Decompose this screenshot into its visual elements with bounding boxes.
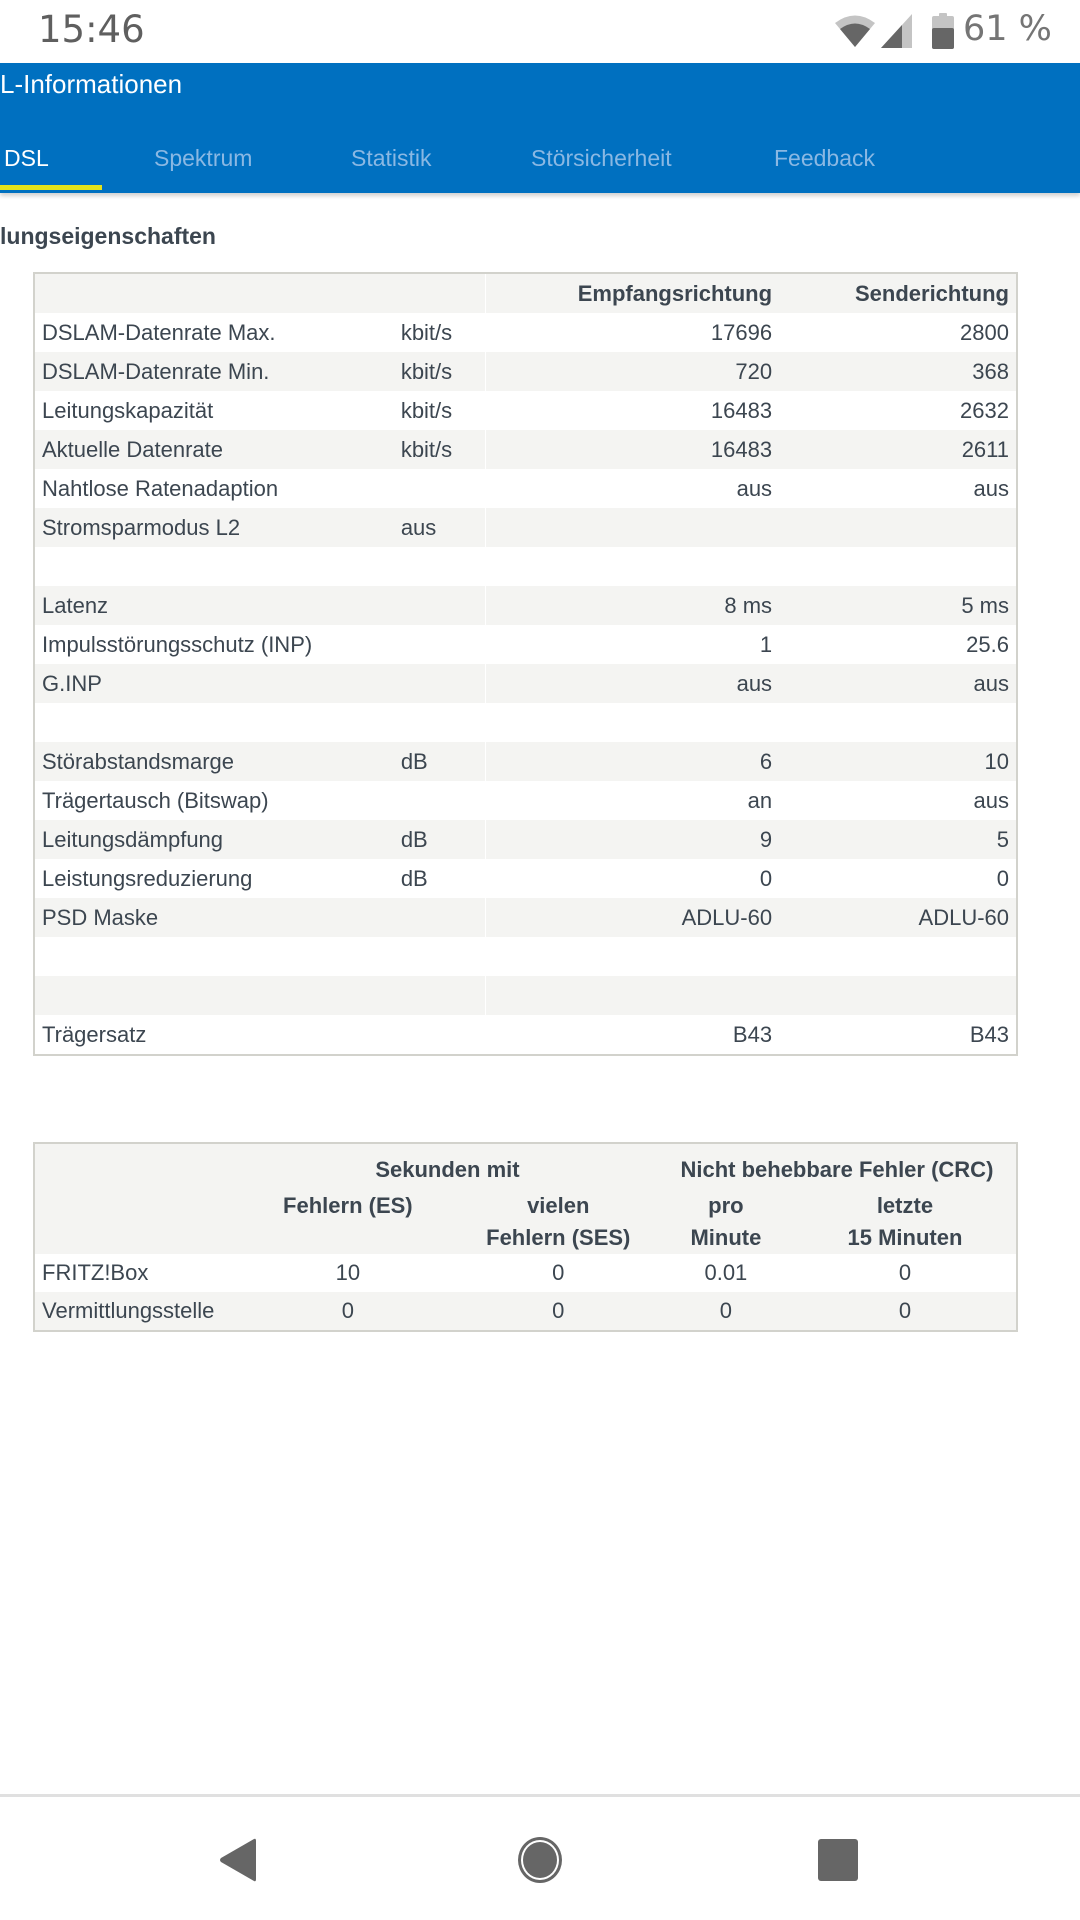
row-unit (394, 586, 486, 625)
row-receive-value (486, 547, 779, 586)
row-label: Latenz (34, 586, 394, 625)
row-send-value: 0 (779, 859, 1017, 898)
header-last15-line2: 15 Minuten (847, 1225, 963, 1250)
row-send-value: 5 ms (779, 586, 1017, 625)
row-label (34, 937, 394, 976)
header-per-minute-line2: Minute (690, 1225, 762, 1250)
tab-spektrum[interactable]: Spektrum (154, 145, 253, 171)
header-label (34, 273, 394, 313)
row-receive-value: 8 ms (486, 586, 779, 625)
table-row (34, 742, 1017, 781)
table-row (34, 664, 1017, 703)
table-header-row (34, 273, 1017, 313)
row-send-value: 5 (779, 820, 1017, 859)
header-severely-errored-seconds (459, 1190, 658, 1254)
row-label (34, 547, 394, 586)
row-send-value: 10 (779, 742, 1017, 781)
row-label: Leistungsreduzierung (34, 859, 394, 898)
recents-icon[interactable] (817, 1838, 859, 1882)
row-es-value: 10 (237, 1254, 459, 1292)
row-receive-value: 9 (486, 820, 779, 859)
line-properties-table (33, 272, 1018, 1056)
row-label: DSLAM-Datenrate Min. (34, 352, 394, 391)
table-row (34, 1254, 1017, 1292)
row-send-value: aus (779, 469, 1017, 508)
table-row (34, 859, 1017, 898)
row-label: Störabstandsmarge (34, 742, 394, 781)
wifi-icon (834, 14, 876, 48)
row-last15-value: 0 (794, 1292, 1017, 1331)
row-unit: kbit/s (394, 313, 486, 352)
row-send-value: aus (779, 781, 1017, 820)
home-icon[interactable] (516, 1835, 564, 1885)
row-receive-value: 16483 (486, 430, 779, 469)
row-receive-value (486, 508, 779, 547)
table-sub-header-row (34, 1190, 1017, 1254)
header-last15-line1: letzte (876, 1193, 934, 1218)
battery-percentage: 61 % (963, 9, 1052, 49)
back-icon[interactable] (218, 1837, 258, 1883)
status-bar (0, 0, 1080, 63)
row-receive-value (486, 703, 779, 742)
header-send-direction: Senderichtung (779, 273, 1017, 313)
row-receive-value: 0 (486, 859, 779, 898)
row-label: DSLAM-Datenrate Max. (34, 313, 394, 352)
header-per-minute-line1: pro (708, 1193, 744, 1218)
header-last-15-minutes (794, 1190, 1017, 1254)
row-send-value (779, 547, 1017, 586)
row-receive-value (486, 976, 779, 1015)
header-seconds-with: Sekunden mit (237, 1143, 658, 1190)
row-unit (394, 547, 486, 586)
row-ses-value: 0 (459, 1292, 658, 1331)
cell-signal-icon (881, 14, 913, 48)
page-title: L-Informationen (0, 69, 183, 99)
app-bar (0, 63, 1080, 193)
row-send-value (779, 937, 1017, 976)
header-ses-line2: Fehlern (SES) (486, 1225, 631, 1250)
row-unit: dB (394, 859, 486, 898)
table-row (34, 937, 1017, 976)
row-unit: dB (394, 820, 486, 859)
row-unit (394, 976, 486, 1015)
table-row (34, 391, 1017, 430)
table-row (34, 781, 1017, 820)
row-unit: kbit/s (394, 391, 486, 430)
row-send-value: ADLU-60 (779, 898, 1017, 937)
row-label: Nahtlose Ratenadaption (34, 469, 394, 508)
row-send-value: 368 (779, 352, 1017, 391)
table-row (34, 430, 1017, 469)
row-unit (394, 469, 486, 508)
active-tab-indicator (0, 185, 102, 190)
header-receive-direction: Empfangsrichtung (486, 273, 779, 313)
row-unit (394, 781, 486, 820)
table-row (34, 1015, 1017, 1055)
row-label: Leitungskapazität (34, 391, 394, 430)
row-last15-value: 0 (794, 1254, 1017, 1292)
row-ses-value: 0 (459, 1254, 658, 1292)
table-row (34, 703, 1017, 742)
row-unit (394, 703, 486, 742)
header-unit (394, 273, 486, 313)
row-send-value (779, 703, 1017, 742)
tab-dsl[interactable]: DSL (4, 145, 49, 171)
row-send-value (779, 976, 1017, 1015)
table-row (34, 820, 1017, 859)
row-receive-value: 1 (486, 625, 779, 664)
row-send-value: B43 (779, 1015, 1017, 1055)
error-statistics-table (33, 1142, 1018, 1332)
row-label: Trägersatz (34, 1015, 394, 1055)
table-row (34, 547, 1017, 586)
row-es-value: 0 (237, 1292, 459, 1331)
row-receive-value: 16483 (486, 391, 779, 430)
table-row (34, 352, 1017, 391)
table-group-header-row (34, 1143, 1017, 1190)
row-label: PSD Maske (34, 898, 394, 937)
row-label: FRITZ!Box (34, 1254, 237, 1292)
row-per-minute-value: 0 (658, 1292, 794, 1331)
battery-icon (932, 13, 954, 49)
row-unit (394, 937, 486, 976)
row-receive-value: 720 (486, 352, 779, 391)
header-empty (34, 1143, 237, 1190)
row-unit: kbit/s (394, 430, 486, 469)
header-empty (34, 1190, 237, 1254)
row-unit (394, 664, 486, 703)
row-receive-value: ADLU-60 (486, 898, 779, 937)
row-send-value (779, 508, 1017, 547)
table-row (34, 586, 1017, 625)
row-unit: aus (394, 508, 486, 547)
row-unit: dB (394, 742, 486, 781)
row-per-minute-value: 0.01 (658, 1254, 794, 1292)
row-unit (394, 625, 486, 664)
header-ses-line1: vielen (527, 1193, 590, 1218)
row-label: Vermittlungsstelle (34, 1292, 237, 1331)
table-row (34, 313, 1017, 352)
table-row (34, 469, 1017, 508)
row-label: Trägertausch (Bitswap) (34, 781, 394, 820)
row-label (34, 703, 394, 742)
row-send-value: 2800 (779, 313, 1017, 352)
tab-statistik[interactable]: Statistik (351, 145, 432, 171)
row-receive-value: B43 (486, 1015, 779, 1055)
header-per-minute (658, 1190, 794, 1254)
row-receive-value: aus (486, 664, 779, 703)
row-receive-value: 6 (486, 742, 779, 781)
row-label: Stromsparmodus L2 (34, 508, 394, 547)
header-es-text: Fehlern (ES) (283, 1193, 413, 1218)
table-row (34, 976, 1017, 1015)
table-row (34, 898, 1017, 937)
tab-stoersicherheit[interactable]: Störsicherheit (531, 145, 672, 171)
row-receive-value: aus (486, 469, 779, 508)
header-errored-seconds (237, 1190, 459, 1254)
table-row (34, 625, 1017, 664)
row-send-value: 25.6 (779, 625, 1017, 664)
status-time: 15:46 (38, 8, 145, 51)
table-row (34, 1292, 1017, 1331)
row-send-value: 2611 (779, 430, 1017, 469)
section-heading: lungseigenschaften (0, 223, 216, 249)
row-receive-value: an (486, 781, 779, 820)
row-label: Leitungsdämpfung (34, 820, 394, 859)
tab-feedback[interactable]: Feedback (774, 145, 876, 171)
row-send-value: 2632 (779, 391, 1017, 430)
row-send-value: aus (779, 664, 1017, 703)
row-label (34, 976, 394, 1015)
row-unit (394, 1015, 486, 1055)
row-label: G.INP (34, 664, 394, 703)
system-nav-bar (0, 1797, 1080, 1920)
table-row (34, 508, 1017, 547)
row-unit (394, 898, 486, 937)
header-crc-errors: Nicht behebbare Fehler (CRC) (658, 1143, 1017, 1190)
row-receive-value (486, 937, 779, 976)
row-unit: kbit/s (394, 352, 486, 391)
row-label: Aktuelle Datenrate (34, 430, 394, 469)
row-receive-value: 17696 (486, 313, 779, 352)
row-label: Impulsstörungsschutz (INP) (34, 625, 394, 664)
